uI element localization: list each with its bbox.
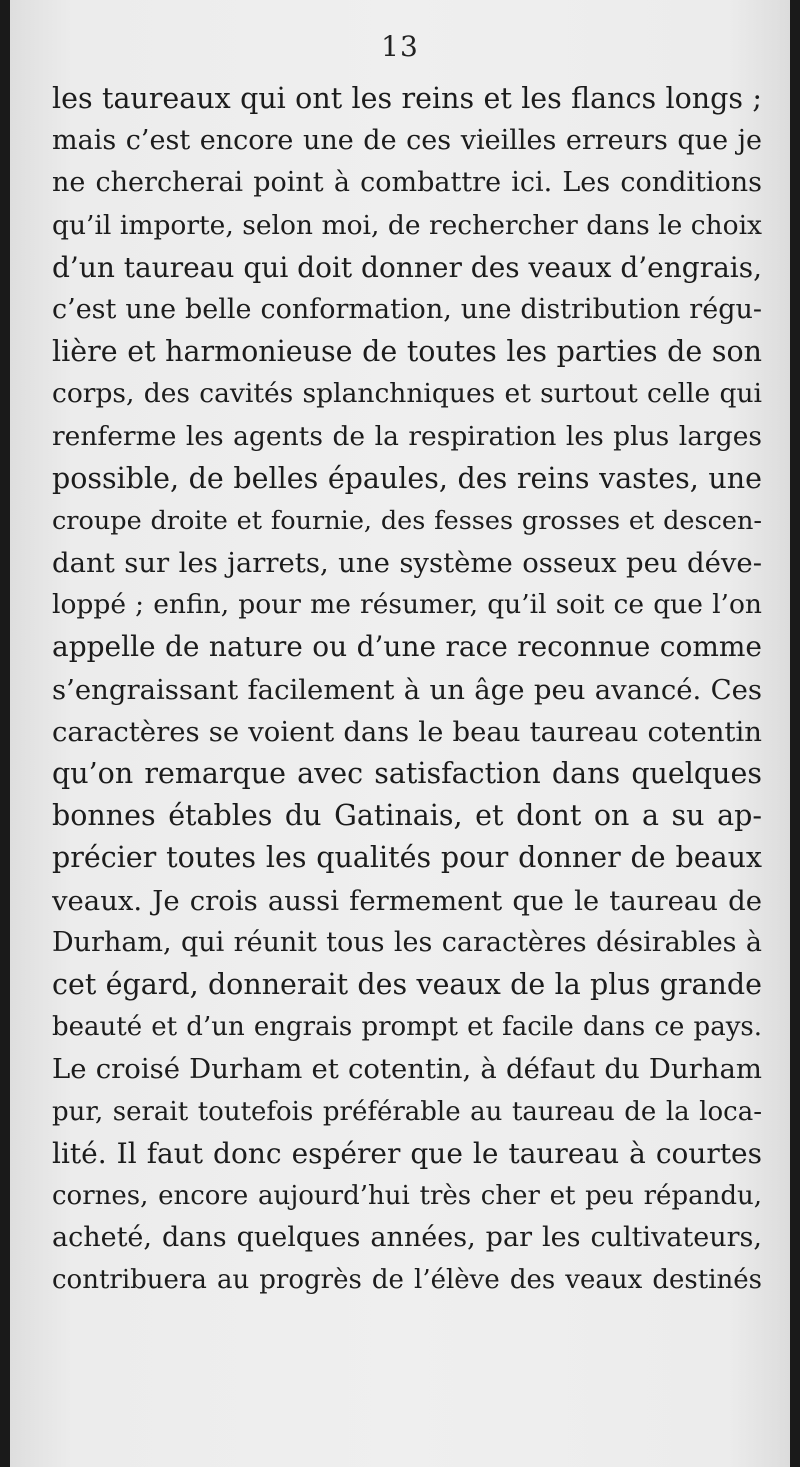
text-line: beauté et d’un engrais prompt et facile dans ce pays.	[52, 1012, 762, 1043]
text-line: mais c’est encore une de ces vieilles erreurs que je	[52, 125, 762, 157]
text-line: c’est une belle conformation, une distribution régu-	[52, 293, 762, 325]
text-line: qu’il importe, selon moi, de rechercher dans le choix	[52, 209, 762, 241]
text-line: lité. Il faut donc espérer que le taureau à courtes	[52, 1136, 762, 1170]
text-line: pur, serait toutefois préférable au taureau de la loca-	[52, 1096, 762, 1127]
text-line: renferme les agents de la respiration les plus larges	[52, 420, 762, 452]
text-line: cornes, encore aujourd’hui très cher et peu répandu,	[52, 1180, 762, 1211]
text-line: corps, des cavités splanchniques et surtout celle qui	[52, 378, 762, 410]
text-line: précier toutes les qualités pour donner de beaux	[52, 841, 762, 875]
text-line: contribuera au progrès de l’élève des veaux destinés	[52, 1265, 762, 1296]
text-line: croupe droite et fournie, des fesses grosses et descen-	[52, 505, 762, 536]
text-line: Durham, qui réunit tous les caractères désirables à	[52, 926, 762, 958]
page-number: 13	[381, 30, 419, 63]
text-line: qu’on remarque avec satisfaction dans quelques	[52, 757, 762, 790]
text-line: les taureaux qui ont les reins et les flancs longs ;	[52, 82, 762, 115]
text-line: possible, de belles épaules, des reins vastes, une	[52, 461, 762, 495]
text-line: bonnes étables du Gatinais, et dont on a su ap-	[52, 799, 762, 833]
text-line: loppé ; enfin, pour me résumer, qu’il soit ce que l’on	[52, 589, 762, 621]
text-line: veaux. Je crois aussi fermement que le taureau de	[52, 884, 762, 917]
text-line: d’un taureau qui doit donner des veaux d’engrais,	[52, 250, 762, 284]
book-page	[10, 0, 790, 1467]
text-line: ne chercherai point à combattre ici. Les conditions	[52, 167, 762, 199]
text-line: dant sur les jarrets, une système osseux peu déve-	[52, 547, 762, 580]
text-line: lière et harmonieuse de toutes les parties de son	[52, 335, 762, 369]
text-line: acheté, dans quelques années, par les cultivateurs,	[52, 1222, 762, 1254]
text-line: cet égard, donnerait des veaux de la plus grande	[52, 967, 762, 1001]
body-text	[52, 78, 762, 1301]
text-line: appelle de nature ou d’une race reconnue comme	[52, 630, 762, 664]
text-line: caractères se voient dans le beau taureau cotentin	[52, 715, 762, 748]
right-scan-border	[790, 0, 800, 1467]
text-line: s’engraissant facilement à un âge peu avancé. Ces	[52, 673, 762, 706]
text-line: Le croisé Durham et cotentin, à défaut du Durham	[52, 1053, 762, 1086]
left-scan-border	[0, 0, 10, 1467]
